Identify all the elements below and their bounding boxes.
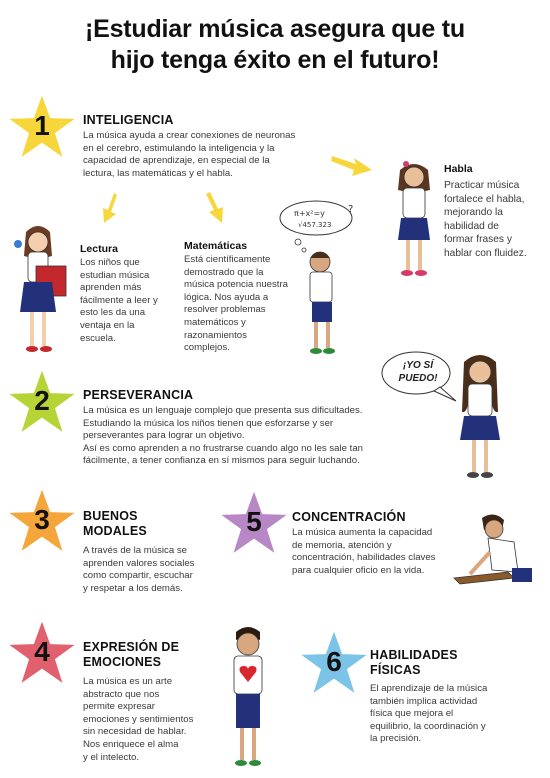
heading-perseverancia: PERSEVERANCIA bbox=[83, 388, 194, 402]
girl-reading-illustration bbox=[10, 222, 74, 360]
star-badge-6 bbox=[300, 630, 368, 696]
svg-text:?: ? bbox=[348, 204, 354, 215]
text-concentracion: La música aumenta la capacidad de memoria, atención y concentración, habilidades claves para cualquier oficio en la vida. bbox=[292, 527, 436, 576]
star-number: 1 bbox=[34, 110, 50, 141]
arrow-down-right-icon bbox=[200, 190, 230, 226]
boy-thinking-illustration bbox=[268, 198, 360, 360]
heading-buenos-modales: BUENOS MODALES bbox=[83, 509, 147, 538]
text-perseverancia: La música es un lenguaje complejo que presenta sus dificultades. Estudiando la música los niños tienen que esforzarse y ser perseverantes para lograr un objetivo. Así es como aprenden a no frustrarse cuando algo no les sale tan fácilmente, a tener confianza en sí mismos para seguir luchando. bbox=[83, 405, 363, 467]
girl-confident-illustration bbox=[452, 352, 508, 484]
star-badge-4 bbox=[8, 620, 76, 686]
star-badge-5 bbox=[220, 490, 288, 556]
star-badge-1 bbox=[8, 94, 76, 160]
speech-bubble: ¡YO SÍ PUEDO! bbox=[380, 349, 454, 401]
heading-matematicas: Matemáticas bbox=[184, 240, 248, 252]
heading-expresion-emociones: EXPRESIÓN DE EMOCIONES bbox=[83, 640, 180, 669]
star-number: 3 bbox=[34, 504, 50, 535]
svg-text:π+x²=y: π+x²=y bbox=[294, 209, 325, 218]
girl-speaking-illustration bbox=[392, 160, 440, 280]
boy-writing-illustration bbox=[452, 512, 544, 592]
page-title bbox=[0, 14, 550, 76]
heading-concentracion: CONCENTRACIÓN bbox=[292, 510, 406, 524]
arrow-right-icon bbox=[330, 150, 374, 180]
arrow-down-left-icon bbox=[92, 190, 122, 226]
title-line-1: ¡Estudiar música asegura que tu bbox=[84, 15, 466, 43]
text-habla: Practicar música fortalece el habla, mejorando la habilidad de formar frases y hablar con fluidez. bbox=[444, 180, 527, 259]
star-badge-3 bbox=[8, 488, 76, 554]
star-number: 5 bbox=[246, 506, 262, 537]
svg-text:√457.323: √457.323 bbox=[298, 221, 332, 229]
title-line-2: hijo tenga éxito en el futuro! bbox=[110, 46, 440, 74]
star-number: 2 bbox=[34, 385, 50, 416]
text-inteligencia: La música ayuda a crear conexiones de neuronas en el cerebro, estimulando la inteligencia y la capacidad de aprendizaje, en especial de la lectura, las matemáticas y el habla. bbox=[83, 130, 296, 179]
heading-habla: Habla bbox=[444, 163, 473, 175]
heading-inteligencia: INTELIGENCIA bbox=[83, 113, 174, 127]
text-expresion-emociones: La música es un arte abstracto que nos permite expresar emociones y sentimientos sin necesidad de hablar. Nos enriquece el alma y el intelecto. bbox=[83, 676, 194, 763]
text-matematicas: Está científicamente demostrado que la música potencia nuestra lógica. Nos ayuda a resolver problemas matemáticos y razonamientos complejos. bbox=[184, 254, 288, 354]
star-badge-2 bbox=[8, 369, 76, 435]
heading-lectura: Lectura bbox=[80, 243, 118, 255]
text-buenos-modales: A través de la música se aprenden valores sociales como compartir, escuchar y respetar a los demás. bbox=[83, 545, 195, 594]
boy-heart-illustration bbox=[220, 622, 276, 772]
heading-habilidades-fisicas: HABILIDADES FÍSICAS bbox=[370, 648, 458, 677]
star-number: 6 bbox=[326, 646, 342, 677]
star-number: 4 bbox=[34, 636, 50, 667]
text-lectura: Los niños que estudian música aprenden más fácilmente a leer y esto les da una ventaja en la escuela. bbox=[80, 257, 158, 344]
text-habilidades-fisicas: El aprendizaje de la música también implica actividad física que mejora el equilibrio, la coordinación y la precisión. bbox=[370, 683, 488, 745]
